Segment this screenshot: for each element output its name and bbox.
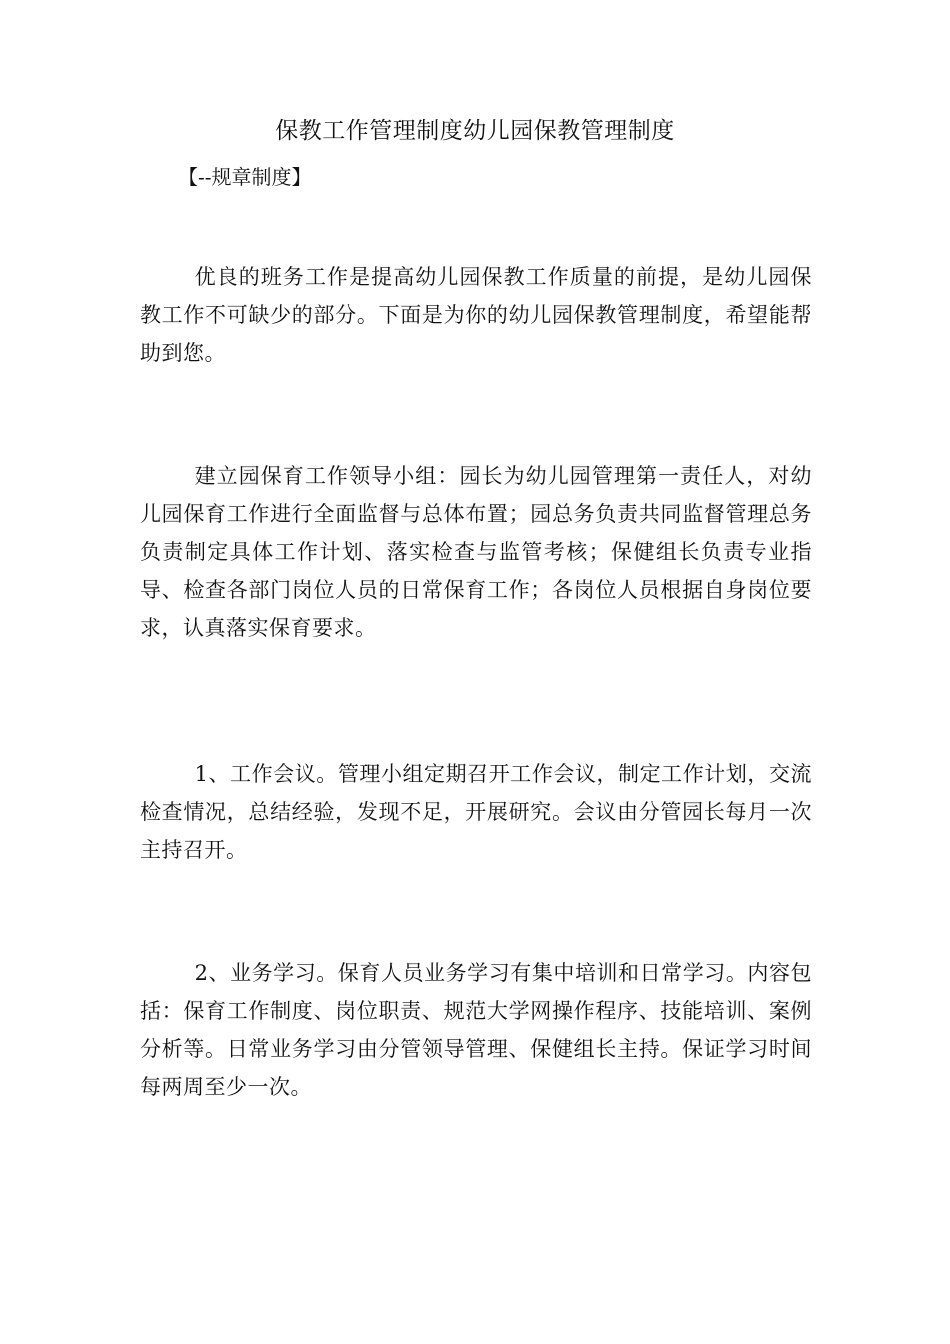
paragraph-work-meeting: 1、工作会议。管理小组定期召开工作会议，制定工作计划，交流检查情况，总结经验，发现不足，开展研究。会议由分管园长每月一次主持召开。 [140, 762, 812, 862]
document-category: 【--规章制度】 [178, 165, 312, 189]
paragraph-intro: 优良的班务工作是提高幼儿园保教工作质量的前提，是幼儿园保教工作不可缺少的部分。下面是为你的幼儿园保教管理制度，希望能帮助到您。 [140, 265, 812, 365]
paragraph-business-study: 2、业务学习。保育人员业务学习有集中培训和日常学习。内容包括：保育工作制度、岗位职责、规范大学网操作程序、技能培训、案例分析等。日常业务学习由分管领导管理、保健组长主持。保证学习时间每两周至少一次。 [140, 961, 812, 1099]
paragraph-leadership-group: 建立园保育工作领导小组：园长为幼儿园管理第一责任人，对幼儿园保育工作进行全面监督与总体布置；园总务负责共同监督管理总务负责制定具体工作计划、落实检查与监管考核；保健组长负责专业指导、检查各部门岗位人员的日常保育工作；各岗位人员根据自身岗位要求，认真落实保育要求。 [140, 464, 812, 640]
document-title: 保教工作管理制度幼儿园保教管理制度 [275, 118, 675, 144]
